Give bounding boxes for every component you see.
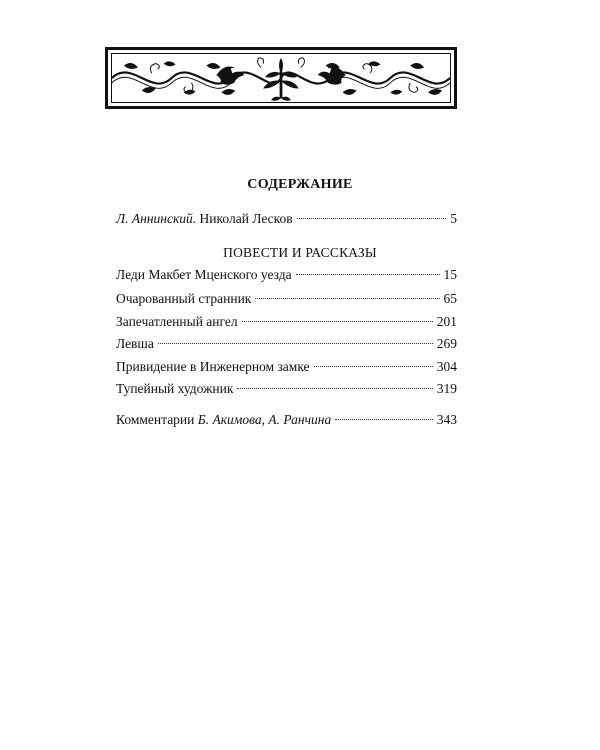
dot-leader xyxy=(314,366,433,367)
intro-author: Л. Аннинский. xyxy=(116,211,197,226)
dot-leader xyxy=(237,388,432,389)
entry-title: Привидение в Инженерном замке xyxy=(116,359,310,374)
page-number: 65 xyxy=(443,291,457,306)
dot-leader xyxy=(296,274,440,275)
page-number: 304 xyxy=(436,359,457,374)
dot-leader xyxy=(335,419,433,420)
commentary-prefix: Комментарии xyxy=(116,412,195,427)
dot-leader xyxy=(158,343,433,344)
entry-title: Запечатленный ангел xyxy=(116,314,238,329)
toc-entry[interactable] xyxy=(116,313,457,331)
dot-leader xyxy=(242,321,433,322)
entry-title: Очарованный странник xyxy=(116,291,252,306)
toc-entry[interactable] xyxy=(116,335,457,353)
toc-entry-intro[interactable] xyxy=(116,210,457,228)
floral-birds-ornament-icon xyxy=(105,47,457,109)
toc-entry[interactable] xyxy=(116,266,457,284)
intro-title: Николай Лесков xyxy=(199,211,293,226)
page-number: 15 xyxy=(443,267,457,282)
toc-entry[interactable] xyxy=(116,380,457,398)
page-number: 269 xyxy=(436,336,457,351)
toc-heading: СОДЕРЖАНИЕ xyxy=(247,177,353,192)
section-heading: ПОВЕСТИ И РАССКАЗЫ xyxy=(223,245,377,260)
commentary-authors: Б. Акимова, А. Ранчина xyxy=(197,412,332,427)
toc-entry[interactable] xyxy=(116,290,457,308)
toc-entry-commentary[interactable] xyxy=(116,411,457,429)
page-number: 201 xyxy=(436,314,457,329)
entry-title: Тупейный художник xyxy=(116,381,234,396)
entry-title: Левша xyxy=(116,336,154,351)
page-number: 319 xyxy=(436,381,457,396)
page-number: 5 xyxy=(450,211,457,226)
dot-leader xyxy=(255,298,439,299)
dot-leader xyxy=(297,218,447,219)
entry-title: Леди Макбет Мценского уезда xyxy=(116,267,292,282)
toc-entry[interactable] xyxy=(116,358,457,376)
page-number: 343 xyxy=(436,412,457,427)
